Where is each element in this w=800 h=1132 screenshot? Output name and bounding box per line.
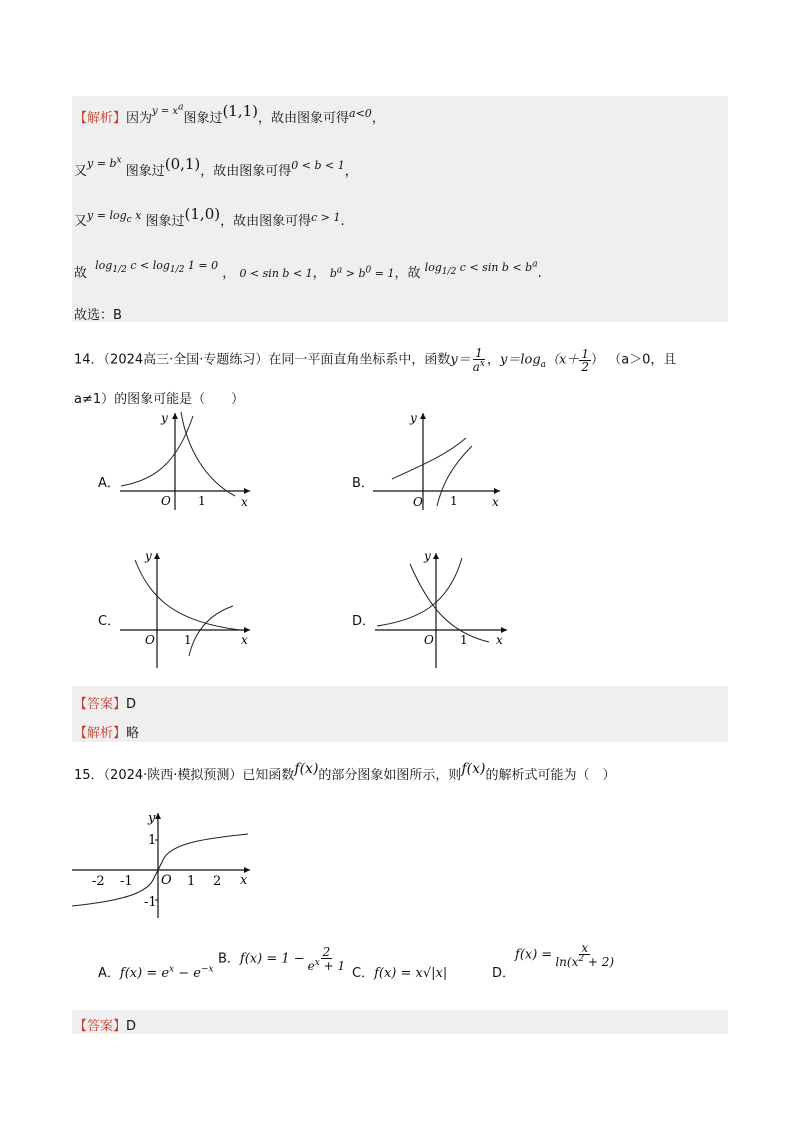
analysis13-line1: 【解析】因为$^{y = x^a}$图象过(1,1)，故由图象可得$^{a<0}$， [74, 102, 385, 126]
axis-one: 1 [198, 494, 206, 508]
svg-text:1: 1 [184, 633, 192, 647]
q14-answer: 【答案】D [74, 697, 137, 712]
q14-stem-line1: 14．（2024高三·全国·专题练习）在同一平面直角坐标系中，函数y＝ $\frac{1}{a^x}$ ，$y=\log_a(x+$ $\frac{1}{2}$ ） （a＞0，且 [74, 346, 677, 374]
analysis13-choice: 故选：B [74, 308, 122, 323]
svg-text:x: x [240, 873, 248, 888]
svg-text:O: O [161, 873, 172, 888]
svg-text:O: O [145, 633, 155, 647]
q15-option-a[interactable]: A．$f(x) = e^x - e^{-x}$ [98, 964, 214, 981]
q15-answer: 【答案】D [74, 1019, 137, 1034]
q14-analysis: 【解析】略 [74, 726, 140, 741]
svg-text:x: x [492, 495, 499, 509]
q15-stem: 15．（2024·陕西·模拟预测）已知函数f(x)的部分图象如图所示，则f(x)的解析式可能为（ ） [74, 761, 616, 783]
analysis-block-13 [72, 96, 728, 322]
svg-text:y: y [410, 411, 417, 425]
q14-stem-line2: a≠1）的图象可能是（ ） [74, 392, 245, 407]
graph-b [370, 408, 505, 513]
svg-text:-1: -1 [144, 895, 157, 910]
q14-option-b[interactable]: B． [352, 476, 374, 491]
svg-text:O: O [413, 495, 423, 509]
analysis13-line4: 故 $^{log_{1/2} c < log_{1/2} 1 = 0}$ ， 0 < sin b < 1， $b^a > b^0 = 1$，故 $^{log_{1/2} c < sin b < b^a}$. [74, 259, 542, 281]
axis-x: x [241, 495, 248, 509]
svg-text:x: x [241, 633, 248, 647]
svg-text:O: O [424, 633, 434, 647]
analysis13-line3: 又$^{y = log_c x}$ 图象过(1,0)，故由图象可得$^{c > 1}$. [74, 205, 345, 229]
svg-text:1: 1 [148, 833, 157, 848]
axis-origin: O [161, 494, 171, 508]
answer-block-14 [72, 686, 728, 742]
graph-q15 [70, 810, 255, 920]
svg-text:y: y [424, 549, 431, 563]
analysis13-line2: 又$^{y = b^x}$ 图象过(0,1)，故由图象可得$^{0 < b < 1}$， [74, 155, 358, 179]
svg-text:1: 1 [460, 633, 468, 647]
answer-block-15 [72, 1010, 728, 1034]
q15-option-b[interactable]: B．f(x) = 1 − $\frac{2}{e^x + 1}$ [218, 945, 346, 973]
svg-text:-1: -1 [120, 874, 133, 889]
svg-text:x: x [496, 633, 503, 647]
svg-text:y: y [148, 811, 156, 826]
analysis-tag: 【解析】 [74, 111, 127, 126]
q14-option-c[interactable]: C． [98, 614, 121, 629]
axis-y: y [161, 411, 168, 425]
q14-option-d[interactable]: D． [352, 614, 376, 629]
svg-text:2: 2 [213, 874, 222, 889]
svg-text:-2: -2 [92, 874, 105, 889]
graph-a [115, 408, 255, 513]
graph-d [372, 548, 512, 673]
q14-option-a[interactable]: A． [98, 476, 120, 491]
graph-c [115, 548, 255, 673]
svg-text:1: 1 [187, 874, 196, 889]
svg-text:1: 1 [450, 494, 458, 508]
q15-option-c[interactable]: C．f(x) = x√|x| [352, 966, 448, 981]
q15-option-d[interactable]: D．f(x) = $\frac{x}{\ln(x^2 + 2)}$ [492, 941, 615, 981]
svg-text:y: y [145, 549, 152, 563]
